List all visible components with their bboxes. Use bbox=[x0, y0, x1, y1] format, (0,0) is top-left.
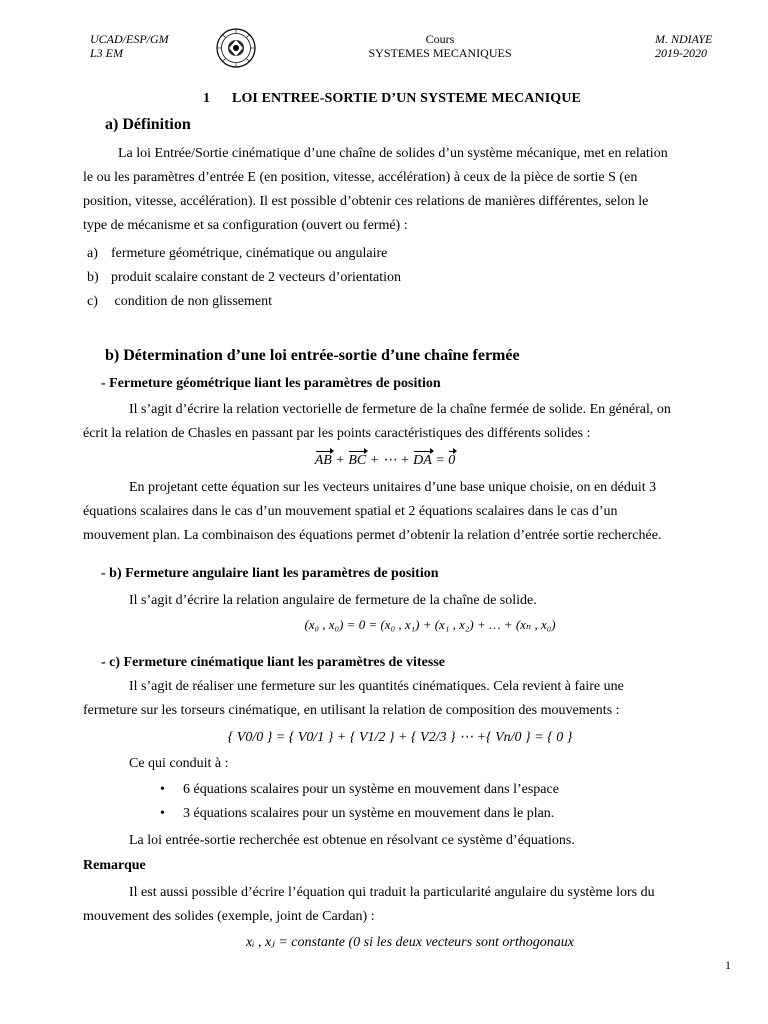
list-text: fermeture géométrique, cinématique ou angulaire bbox=[111, 246, 388, 261]
sub1-line-2: écrit la relation de Chasles en passant par les points caractéristiques des différents solides : bbox=[83, 426, 591, 441]
kinematic-equation: { V0/0 } = { V0/1 } + { V1/2 } + { V2/3 } ⋯ +{ Vn/0 } = { 0 } bbox=[227, 730, 573, 745]
header-right bbox=[655, 32, 712, 60]
sub3-line-1: Il s’agit de réaliser une fermeture sur les quantités cinématiques. Cela revient à faire une bbox=[129, 679, 624, 694]
part-a-title: a) Définition bbox=[105, 116, 191, 133]
list-text: produit scalaire constant de 2 vecteurs d’orientation bbox=[111, 270, 402, 285]
header-left bbox=[90, 32, 169, 60]
header-center bbox=[340, 32, 540, 60]
remark-paragraph bbox=[83, 881, 733, 929]
list-marker: a) bbox=[87, 246, 98, 261]
bullet-item-2: • 3 équations scalaires pour un système en mouvement dans le plan. bbox=[183, 802, 559, 826]
sub2-paragraph: Il s’agit d’écrire la relation angulaire de fermeture de la chaîne de solide. bbox=[129, 593, 537, 608]
part-a-list bbox=[87, 242, 401, 314]
sub1-paragraph-1 bbox=[83, 398, 733, 446]
eq-ellipsis: + ⋯ + bbox=[366, 453, 414, 468]
sub1-paragraph-2 bbox=[83, 476, 733, 548]
section-title: LOI ENTREE-SORTIE D’UN SYSTEME MECANIQUE bbox=[232, 91, 581, 106]
part-a-line-4: type de mécanisme et sa configuration (ouvert ou fermé) : bbox=[83, 218, 408, 233]
vector-zero: 0 bbox=[448, 453, 456, 468]
sub1-line-1: Il s’agit d’écrire la relation vectorielle de fermeture de la chaîne fermée de solide. En général, on bbox=[129, 402, 671, 417]
sub3-line-2: fermeture sur les torseurs cinématique, en utilisant la relation de composition des mouvements : bbox=[83, 703, 620, 718]
remark-line-2: mouvement des solides (exemple, joint de Cardan) : bbox=[83, 909, 375, 924]
sub1-line-4: équations scalaires dans le cas d’un mouvement spatial et 2 équations scalaires dans le cas d’un bbox=[83, 504, 618, 519]
header-institution: UCAD/ESP/GM bbox=[90, 32, 169, 46]
part-b-title: b) Détermination d’une loi entrée-sortie d’une chaîne fermée bbox=[105, 347, 520, 364]
part-a-line-1: La loi Entrée/Sortie cinématique d’une chaîne de solides d’un système mécanique, met en relation bbox=[118, 146, 668, 161]
leads-to: Ce qui conduit à : bbox=[129, 756, 229, 771]
remark-title: Remarque bbox=[83, 858, 146, 873]
eq-equals: = bbox=[431, 453, 449, 468]
vector-da: DA bbox=[413, 453, 432, 468]
section-number: 1 bbox=[203, 91, 211, 106]
sub1-line-3: En projetant cette équation sur les vecteurs unitaires d’une base unique choisie, on en déduit 3 bbox=[129, 480, 657, 495]
sub1-title: - Fermeture géométrique liant les paramètres de position bbox=[101, 376, 441, 391]
header-year: 2019-2020 bbox=[655, 46, 707, 60]
part-a-line-2: le ou les paramètres d’entrée E (en position, vitesse, accélération) à ceux de la pièce de sortie S (en bbox=[83, 170, 638, 185]
remark-line-1: Il est aussi possible d’écrire l’équation qui traduit la particularité angulaire du système lors du bbox=[129, 885, 655, 900]
header-level: L3 EM bbox=[90, 46, 123, 60]
part-a-line-3: position, vitesse, accélération). Il est possible d’obtenir ces relations de manières différentes, selon le bbox=[83, 194, 649, 209]
page-number: 1 bbox=[725, 958, 731, 972]
header-course-title: SYSTEMES MECANIQUES bbox=[368, 46, 512, 60]
list-item bbox=[87, 290, 401, 314]
remark-equation: xᵢ , xⱼ = constante (0 si les deux vecteurs sont orthogonaux bbox=[246, 935, 574, 950]
university-logo bbox=[216, 28, 256, 68]
conclusion: La loi entrée-sortie recherchée est obtenue en résolvant ce système d’équations. bbox=[129, 833, 575, 848]
part-a-paragraph bbox=[83, 142, 733, 238]
list-item bbox=[87, 242, 401, 266]
sub2-title: - b) Fermeture angulaire liant les paramètres de position bbox=[101, 566, 439, 581]
vector-ab: AB bbox=[314, 453, 332, 468]
header-course-label: Cours bbox=[425, 32, 455, 46]
vector-bc: BC bbox=[348, 453, 367, 468]
chasles-equation bbox=[250, 452, 520, 469]
list-text: condition de non glissement bbox=[111, 294, 272, 309]
list-item bbox=[87, 266, 401, 290]
header-author: M. NDIAYE bbox=[655, 32, 713, 46]
list-marker: c) bbox=[87, 294, 98, 309]
angular-equation: (x₀ , x₀) = 0 = (x₀ , x₁) + (x₁ , x₂) + … + (xₙ , x₀) bbox=[304, 617, 556, 632]
sub3-paragraph bbox=[83, 675, 733, 723]
list-marker: b) bbox=[87, 270, 99, 285]
sub1-line-5: mouvement plan. La combinaison des équations permet d’obtenir la relation d’entrée sortie recherchée. bbox=[83, 528, 662, 543]
bullet-list bbox=[183, 778, 559, 826]
eq-plus: + bbox=[331, 453, 349, 468]
bullet-item-1: • 6 équations scalaires pour un système en mouvement dans l’espace bbox=[183, 778, 559, 802]
sub3-title: - c) Fermeture cinématique liant les paramètres de vitesse bbox=[101, 655, 445, 670]
